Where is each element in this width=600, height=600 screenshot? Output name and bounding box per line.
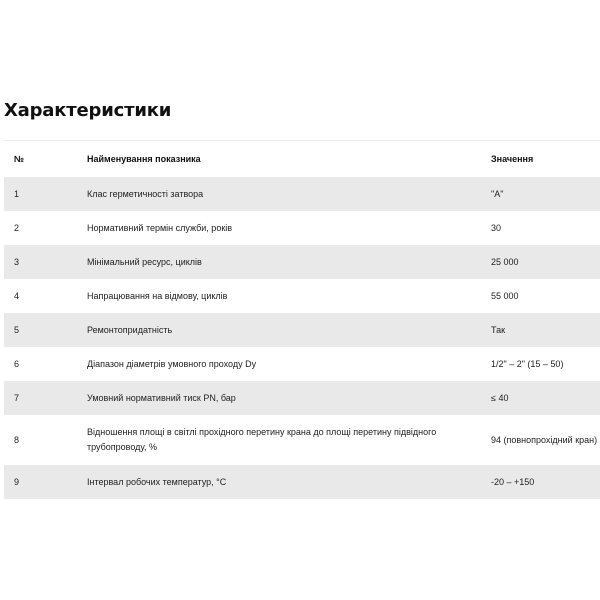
row-name: Нормативний термін служби, років — [87, 222, 233, 233]
row-name: Діапазон діаметрів умовного проходу Dy — [87, 358, 257, 369]
row-number: 7 — [14, 392, 20, 403]
row-value: 55 000 — [491, 290, 519, 301]
row-number: 1 — [14, 188, 20, 199]
row-number: 6 — [14, 358, 20, 369]
header-number: № — [4, 141, 77, 177]
page-title: Характеристики — [4, 100, 172, 121]
row-value: ≤ 40 — [491, 392, 509, 403]
table-header-row — [4, 141, 600, 177]
table-row — [4, 313, 600, 347]
row-name: Інтервал робочих температур, °С — [87, 476, 227, 487]
row-name: Клас герметичності затвора — [87, 188, 204, 199]
table-row — [4, 465, 600, 499]
row-number: 3 — [14, 256, 20, 267]
header-name: Найменування показника — [77, 141, 481, 177]
row-name: Умовний нормативний тиск PN, бар — [87, 392, 236, 403]
row-value: 94 (повнопрохідний кран) — [491, 434, 598, 445]
row-name: Ремонтопридатність — [87, 324, 173, 335]
row-value: 25 000 — [491, 256, 519, 267]
header-value: Значення — [481, 141, 600, 177]
row-number: 9 — [14, 476, 20, 487]
specifications-table — [4, 140, 600, 499]
row-name: Мінімальний ресурс, циклів — [87, 256, 202, 267]
row-number: 4 — [14, 290, 20, 301]
row-value: 1/2" – 2" (15 – 50) — [491, 358, 564, 369]
row-number: 8 — [14, 434, 20, 445]
table-row — [4, 347, 600, 381]
row-number: 5 — [14, 324, 20, 335]
row-value: Так — [491, 324, 506, 335]
row-name: Відношення площі в світлі прохідного перетину крана до площі перетину підвідного трубопроводу, % — [87, 426, 437, 452]
row-name: Напрацювання на відмову, циклів — [87, 290, 228, 301]
table-row — [4, 211, 600, 245]
row-value: -20 – +150 — [491, 476, 535, 487]
row-value: 30 — [491, 222, 502, 233]
table-row — [4, 381, 600, 415]
row-number: 2 — [14, 222, 20, 233]
table-row — [4, 415, 600, 465]
table-row — [4, 177, 600, 211]
table-row — [4, 245, 600, 279]
table-row — [4, 279, 600, 313]
row-value: "А" — [491, 188, 504, 199]
